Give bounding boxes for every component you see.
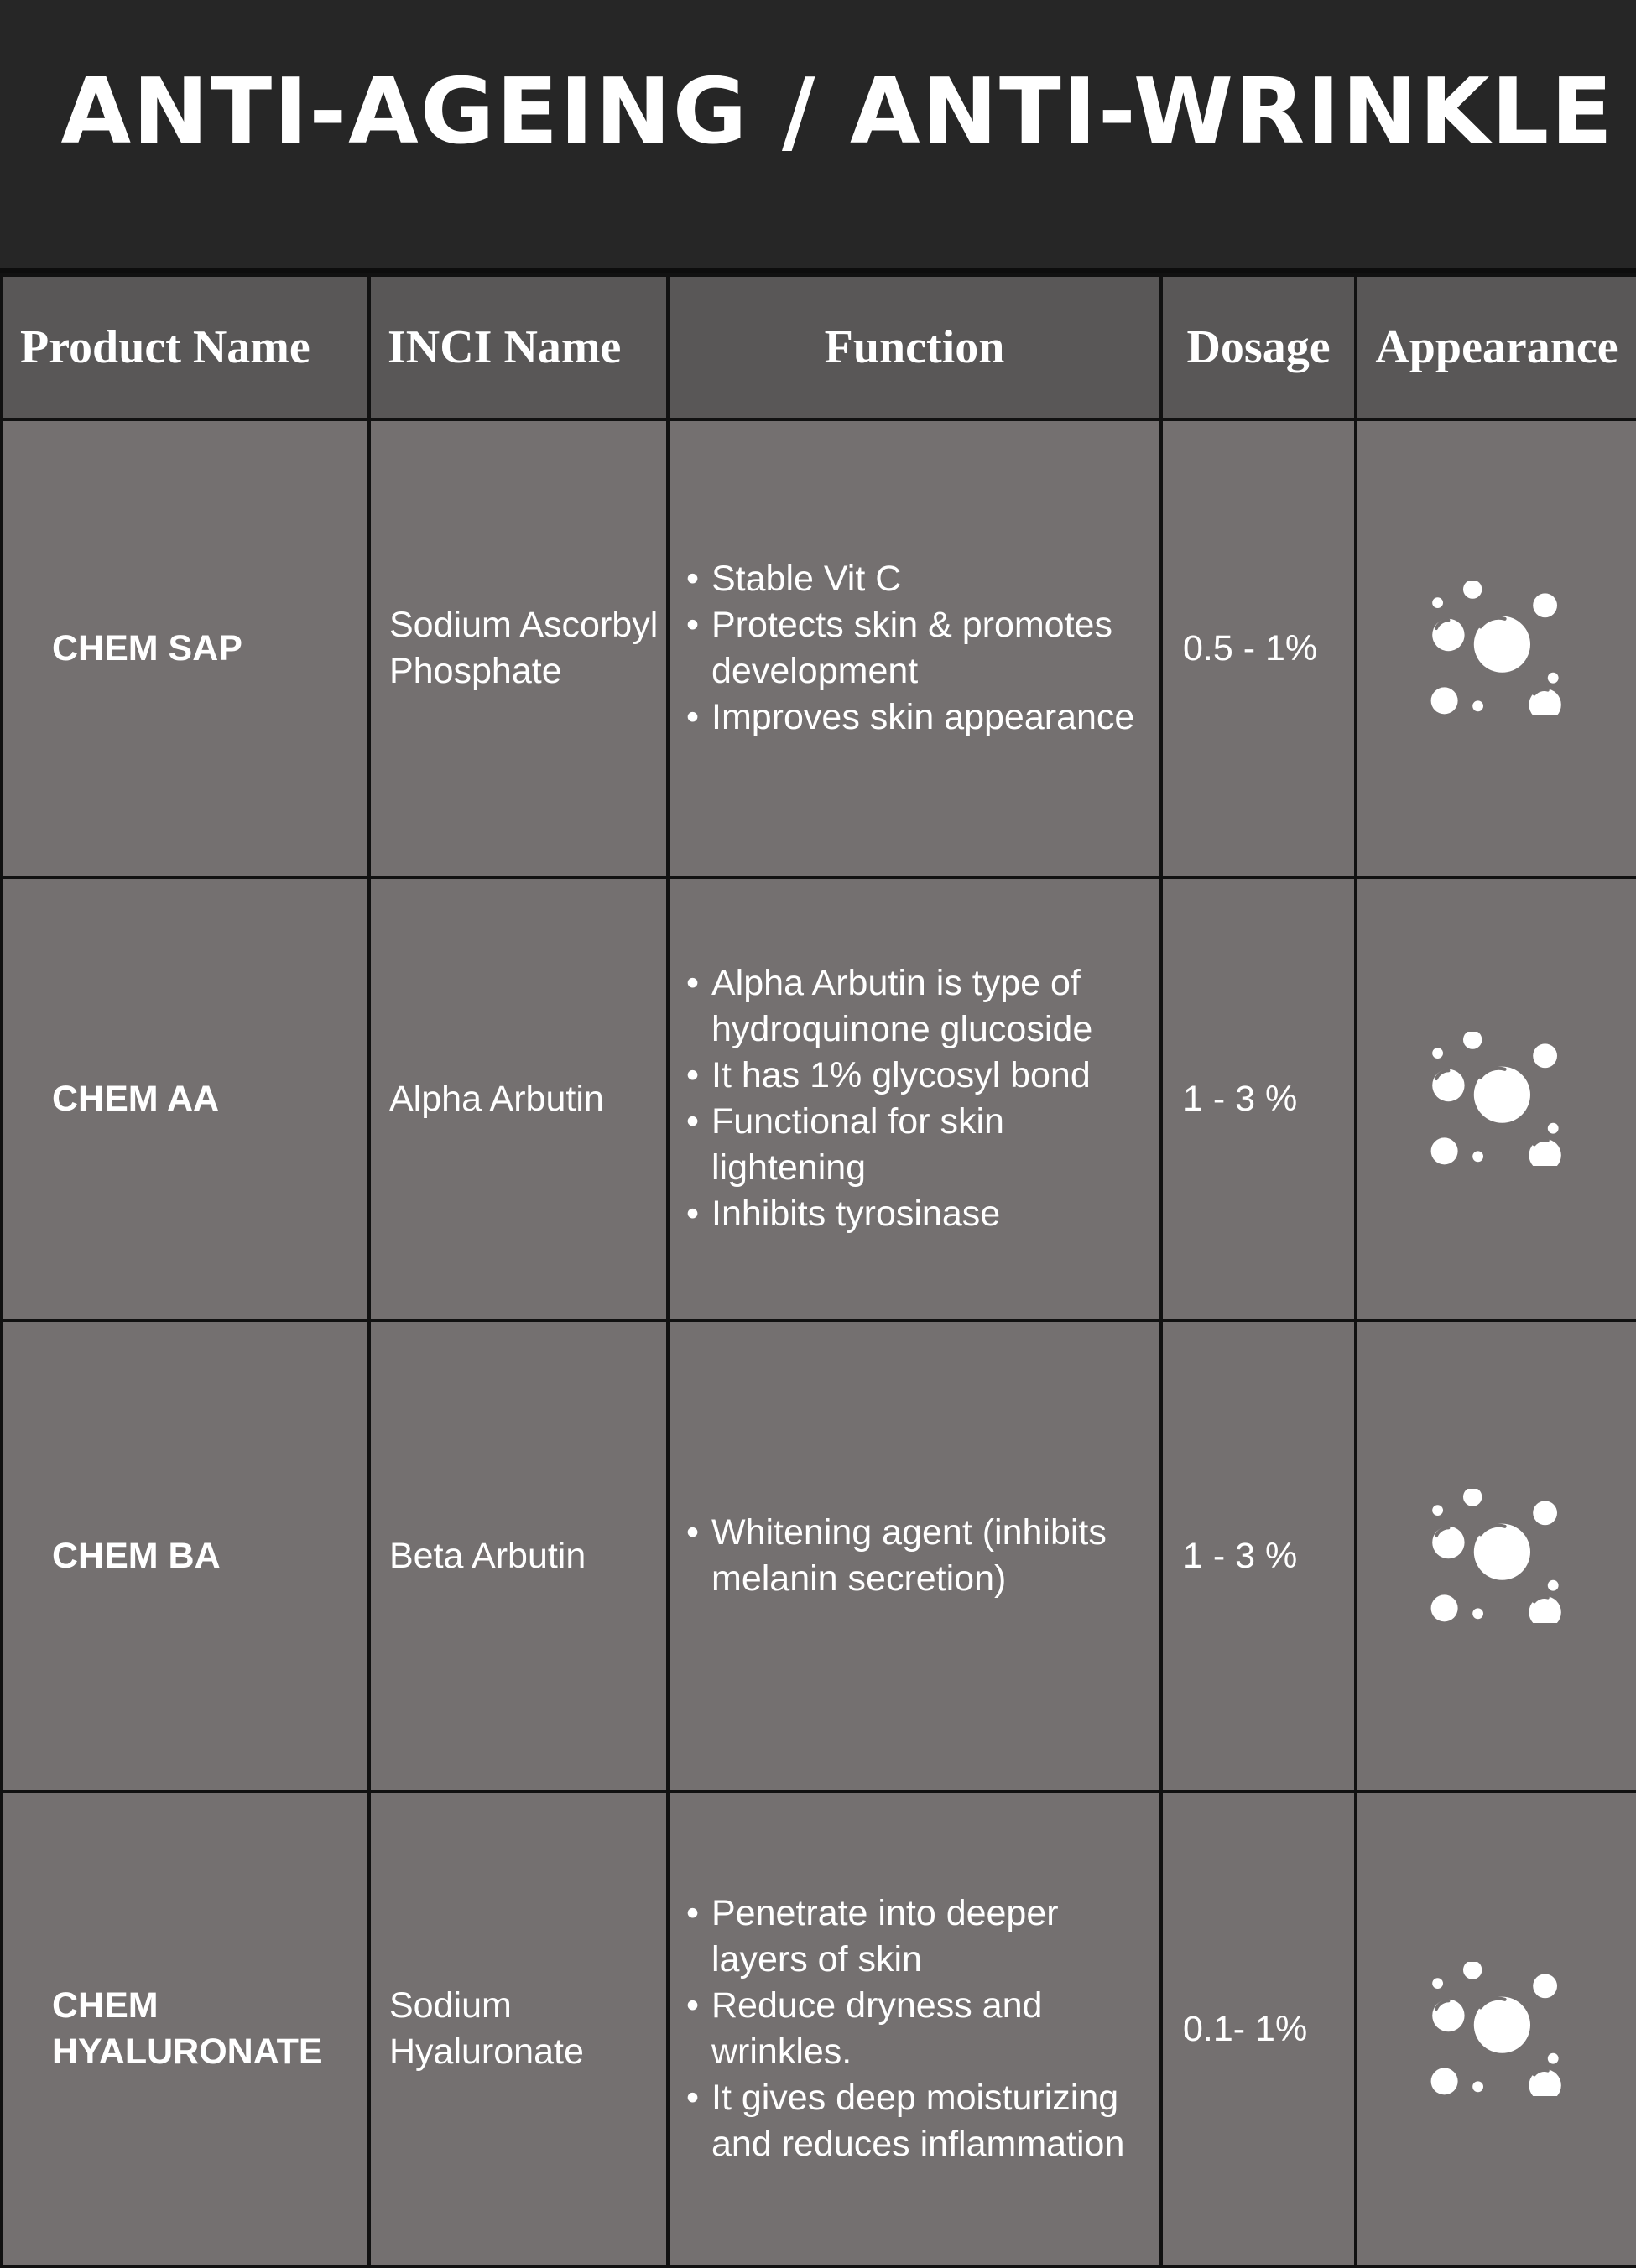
function-item: • It gives deep moisturizing and reduces inflammation [686, 2075, 1151, 2167]
column-header-dosage: Dosage [1161, 275, 1356, 419]
column-header-appearance: Appearance [1356, 275, 1636, 419]
product-name: CHEM HYALURONATE [2, 1792, 369, 2266]
appearance-cell [1356, 877, 1636, 1320]
table-row [2, 1320, 1636, 1792]
dosage-value: 1 - 3 % [1161, 1320, 1356, 1792]
function-list [686, 960, 1151, 1237]
bubbles-icon [1430, 1962, 1564, 2096]
bubbles-icon [1430, 1489, 1564, 1623]
appearance-cell [1356, 1320, 1636, 1792]
function-list [686, 556, 1151, 741]
function-list [686, 1891, 1151, 2167]
table-row [2, 419, 1636, 877]
bubbles-icon [1430, 581, 1564, 715]
function-cell [668, 419, 1161, 877]
column-header-product: Product Name [2, 275, 369, 419]
function-item: • It has 1% glycosyl bond [686, 1053, 1151, 1099]
title-banner [0, 0, 1636, 273]
inci-name: Alpha Arbutin [369, 877, 668, 1320]
appearance-cell [1356, 1792, 1636, 2266]
function-item: • Alpha Arbutin is type of hydroquinone glucoside [686, 960, 1151, 1053]
column-header-function: Function [668, 275, 1161, 419]
product-name: CHEM AA [2, 877, 369, 1320]
function-item: • Whitening agent (inhibits melanin secretion) [686, 1510, 1151, 1602]
dosage-value: 1 - 3 % [1161, 877, 1356, 1320]
product-name: CHEM BA [2, 1320, 369, 1792]
dosage-value: 0.1- 1% [1161, 1792, 1356, 2266]
inci-name: Sodium Ascorbyl Phosphate [369, 419, 668, 877]
function-list [686, 1510, 1151, 1602]
bubbles-icon [1430, 1032, 1564, 1166]
function-item: • Functional for skin lightening [686, 1099, 1151, 1191]
function-item: • Reduce dryness and wrinkles. [686, 1983, 1151, 2075]
function-item: • Protects skin & promotes development [686, 602, 1151, 694]
dosage-value: 0.5 - 1% [1161, 419, 1356, 877]
function-item: • Penetrate into deeper layers of skin [686, 1891, 1151, 1983]
function-item: • Inhibits tyrosinase [686, 1191, 1151, 1237]
function-item: • Improves skin appearance [686, 694, 1151, 741]
table-row [2, 1792, 1636, 2266]
table-header-row [2, 275, 1636, 419]
function-cell [668, 1792, 1161, 2266]
function-item: • Stable Vit C [686, 556, 1151, 602]
function-cell [668, 1320, 1161, 1792]
inci-name: Sodium Hyaluronate [369, 1792, 668, 2266]
page-title: ANTI-AGEING / ANTI-WRINKLE [60, 60, 1614, 164]
inci-name: Beta Arbutin [369, 1320, 668, 1792]
product-table [0, 273, 1636, 2268]
column-header-inci: INCI Name [369, 275, 668, 419]
product-name: CHEM SAP [2, 419, 369, 877]
table-row [2, 877, 1636, 1320]
appearance-cell [1356, 419, 1636, 877]
function-cell [668, 877, 1161, 1320]
